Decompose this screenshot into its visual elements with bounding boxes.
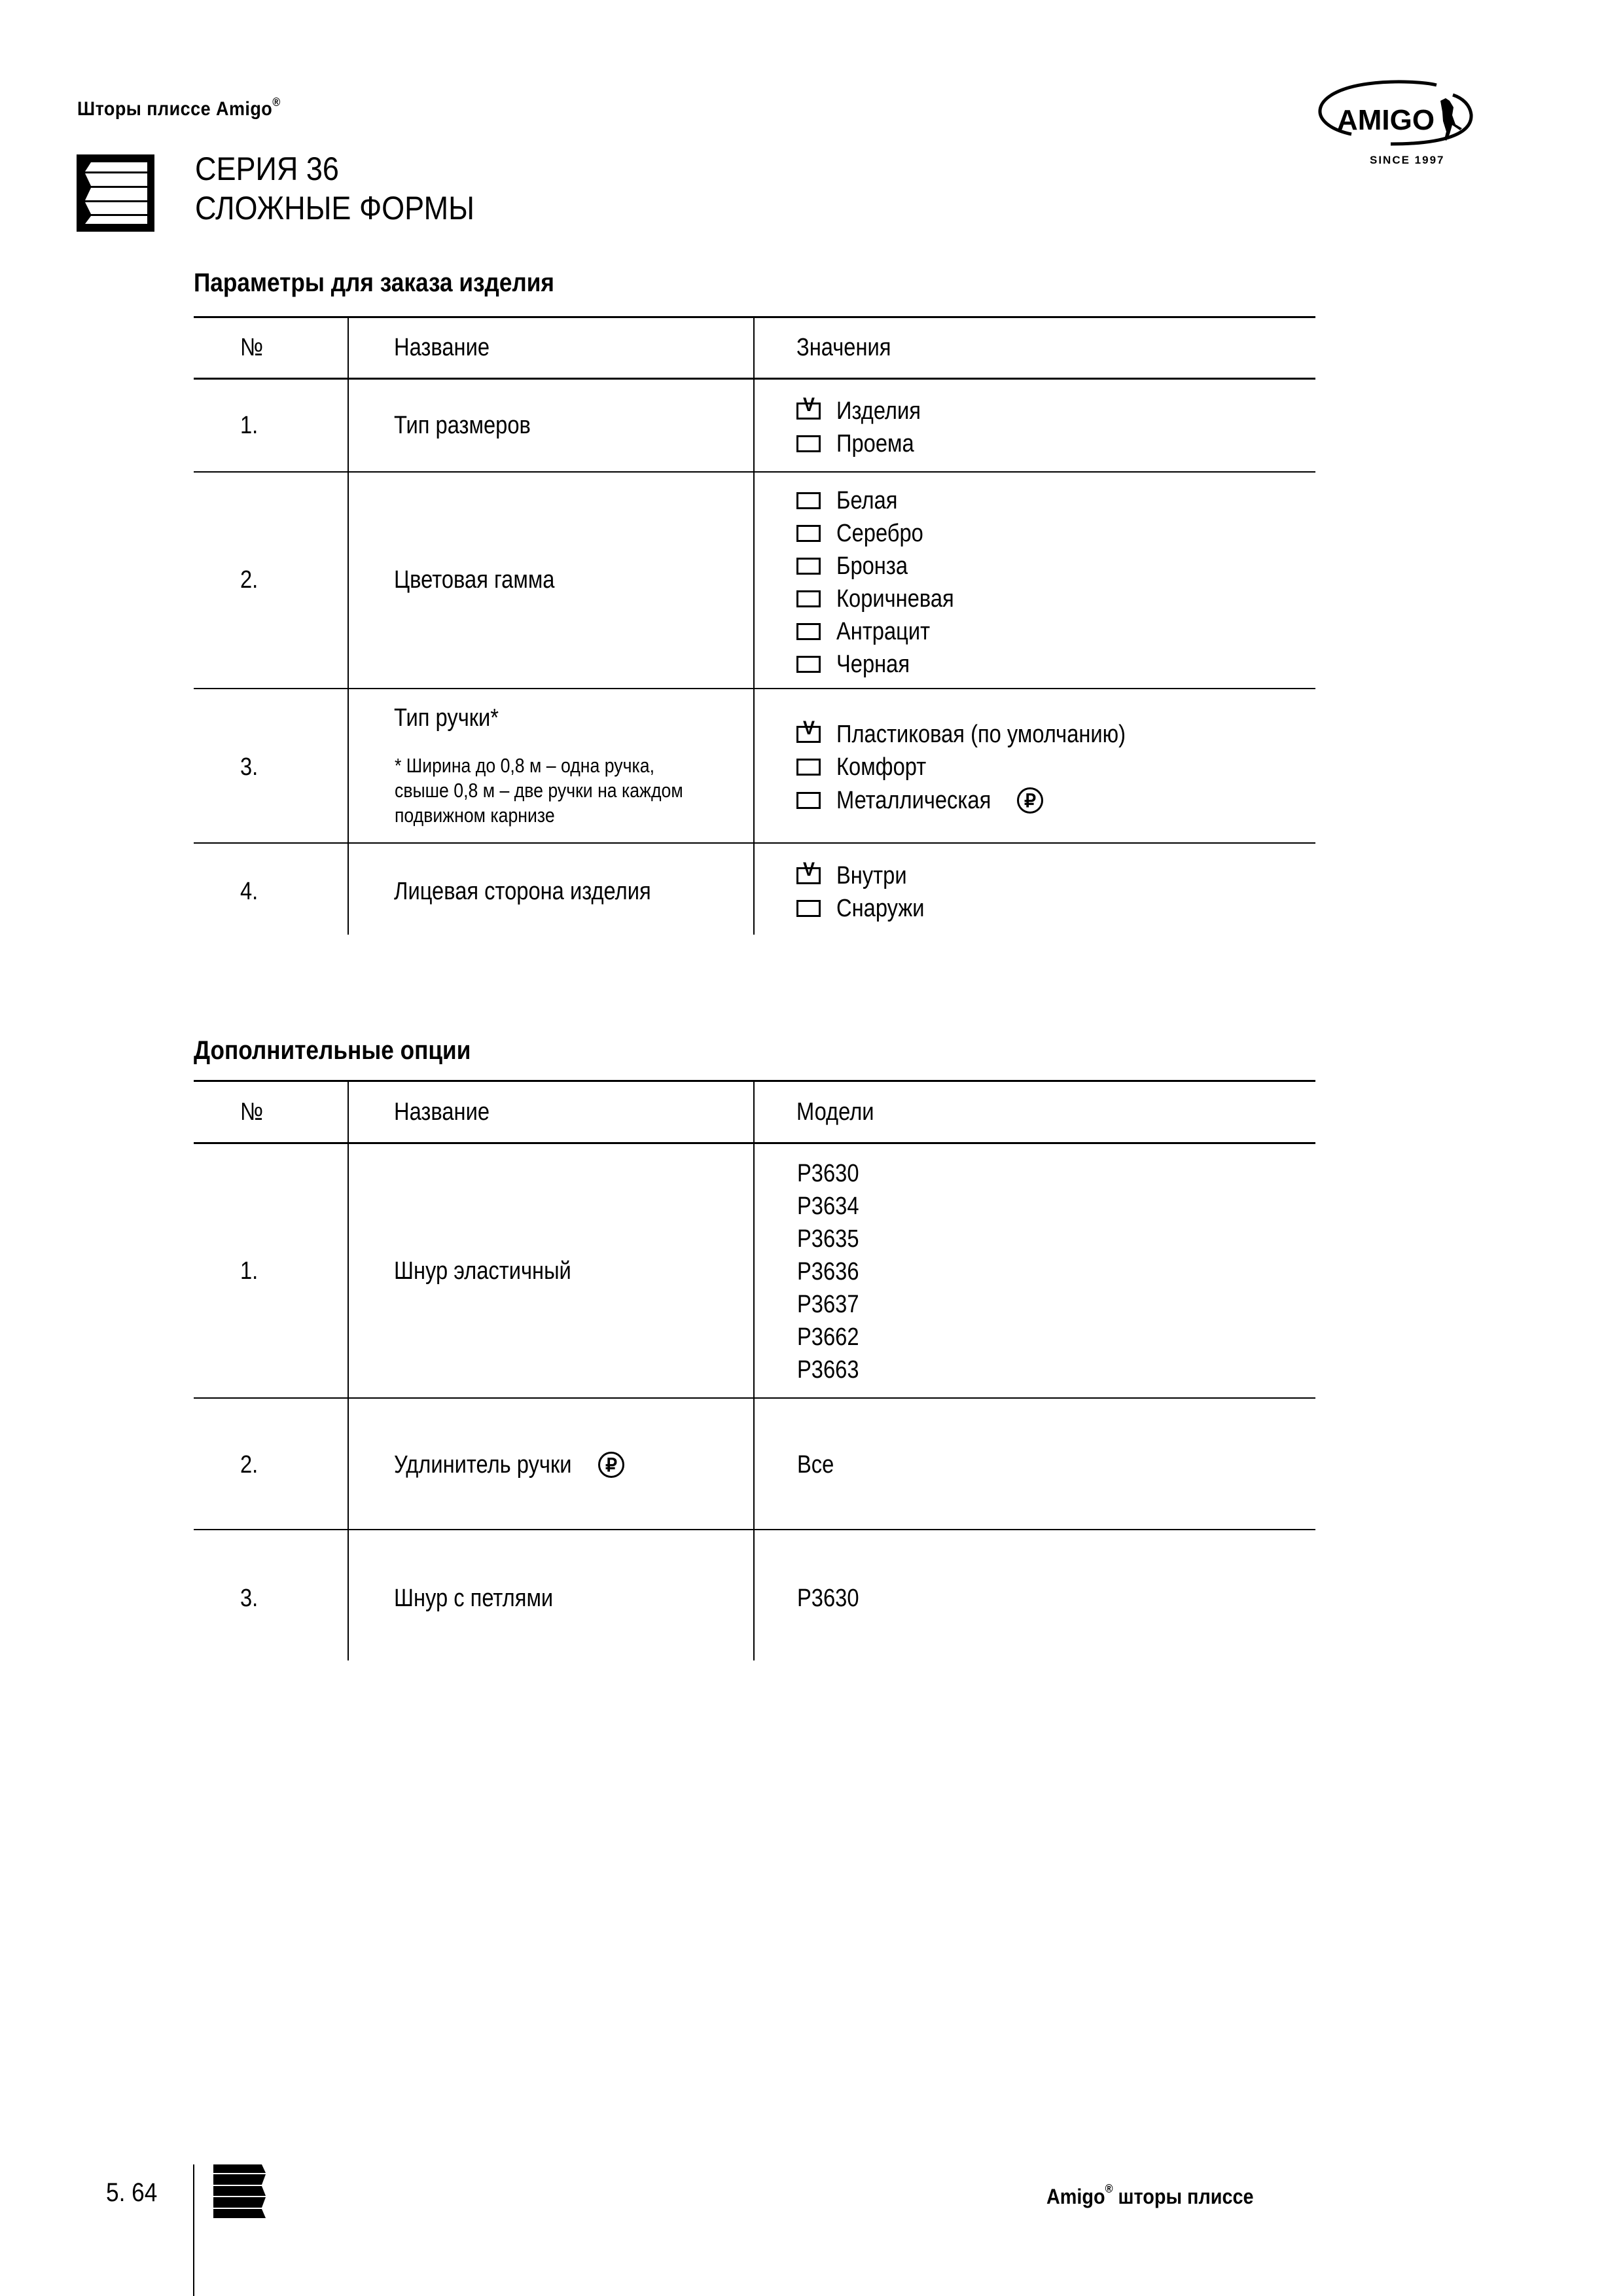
checkbox[interactable] (796, 525, 821, 542)
option-label: Пластиковая (по умолчанию) (836, 721, 1126, 748)
amigo-logo (1312, 79, 1476, 170)
table-rule (194, 1397, 1315, 1399)
column-header-models: Модели (796, 1098, 874, 1126)
option-bronza[interactable] (796, 550, 919, 583)
running-title-text: Шторы плиссе Amigo (77, 98, 273, 120)
checkbox[interactable] (796, 435, 821, 452)
table-rule (194, 688, 1315, 689)
options-section-title: Дополнительные опции (194, 1036, 471, 1065)
option-belaya[interactable] (796, 484, 908, 517)
option-plastikovaya[interactable] (796, 718, 1173, 751)
column-divider (348, 317, 349, 935)
column-divider (348, 1081, 349, 1660)
model-code: P3635 (797, 1225, 859, 1253)
ruble-circle-icon: ₽ (598, 1452, 624, 1478)
option-label: Антрацит (836, 618, 931, 645)
option-label: Комфорт (836, 753, 927, 781)
row-number: 1. (240, 412, 259, 439)
checkbox[interactable] (796, 623, 821, 640)
footer-brand-text: шторы плиссе (1113, 2185, 1254, 2208)
check-mark-icon: V (803, 859, 815, 880)
column-divider (753, 317, 755, 935)
option-korichnevaya[interactable] (796, 583, 973, 615)
model-code: Все (797, 1451, 834, 1479)
option-komfort[interactable] (796, 751, 941, 783)
params-section-title: Параметры для заказа изделия (194, 268, 554, 297)
row-name: Шнур эластичный (394, 1257, 571, 1285)
option-label: Серебро (836, 520, 923, 547)
column-header-name: Название (394, 334, 490, 361)
checkbox[interactable] (796, 590, 821, 607)
table-rule (194, 378, 1315, 380)
table-rule (194, 471, 1315, 473)
option-label: Снаружи (836, 895, 925, 922)
row-name: Цветовая гамма (394, 566, 555, 594)
table-rule (194, 1529, 1315, 1530)
row-number: 4. (240, 878, 259, 905)
row-name: Тип размеров (394, 412, 531, 439)
column-header-values: Значения (796, 334, 891, 361)
row-number: 1. (240, 1257, 259, 1285)
option-metallicheskaya[interactable] (796, 784, 1016, 817)
registered-mark: ® (272, 96, 281, 109)
column-header-number: № (240, 334, 264, 361)
option-snaruzhi[interactable] (796, 892, 938, 925)
column-header-name: Название (394, 1098, 490, 1126)
pleated-blind-icon (77, 154, 154, 232)
option-label: Коричневая (836, 585, 954, 613)
row-number: 3. (240, 1585, 259, 1612)
row-number: 2. (240, 566, 259, 594)
option-label: Белая (836, 487, 898, 514)
row-number: 2. (240, 1451, 259, 1479)
option-label: Изделия (836, 397, 921, 425)
checkbox[interactable] (796, 558, 821, 575)
column-header-number: № (240, 1098, 264, 1126)
option-label: Черная (836, 651, 910, 678)
footer-divider (193, 2164, 194, 2296)
row-name: Тип ручки* (394, 704, 499, 732)
table-rule (194, 1142, 1315, 1144)
pleated-blind-icon (213, 2164, 267, 2218)
model-code: P3637 (797, 1291, 859, 1318)
check-mark-icon: V (803, 717, 815, 739)
checkbox[interactable] (796, 792, 821, 809)
checkbox[interactable] (796, 759, 821, 776)
option-chernaya[interactable] (796, 648, 921, 681)
table-rule (194, 316, 1315, 318)
checkbox-checked[interactable] (796, 859, 821, 884)
option-antracit[interactable] (796, 615, 945, 648)
row-number: 3. (240, 753, 259, 781)
option-label: Внутри (836, 862, 907, 889)
page-number: 5. 64 (106, 2178, 158, 2207)
checkbox[interactable] (796, 492, 821, 509)
model-code: P3662 (797, 1323, 859, 1351)
row-name: Шнур с петлями (394, 1585, 554, 1612)
footnote-line: свыше 0,8 м – две ручки на каждом (395, 779, 683, 802)
row-name: Лицевая сторона изделия (394, 878, 651, 905)
checkbox[interactable] (796, 900, 821, 917)
model-code: P3634 (797, 1193, 859, 1220)
check-mark-icon: V (803, 394, 815, 416)
checkbox[interactable] (796, 656, 821, 673)
series-title: СЕРИЯ 36 (195, 151, 339, 187)
option-proema[interactable] (796, 427, 927, 460)
model-code: P3636 (797, 1258, 859, 1285)
option-serebro[interactable] (796, 517, 937, 550)
option-label: Бронза (836, 552, 908, 580)
series-subtitle: СЛОЖНЫЕ ФОРМЫ (195, 190, 475, 226)
footnote-line: подвижном карнизе (395, 804, 555, 827)
footer-brand-name: Amigo (1046, 2185, 1105, 2208)
footnote-line: * Ширина до 0,8 м – одна ручка, (395, 754, 654, 777)
checkbox-checked[interactable] (796, 394, 821, 420)
option-label: Проема (836, 430, 914, 457)
column-divider (753, 1081, 755, 1660)
registered-mark: ® (1105, 2182, 1113, 2195)
ruble-circle-icon: ₽ (1017, 787, 1043, 814)
footer-brand (1046, 2182, 1254, 2209)
table-rule (194, 1080, 1315, 1082)
model-code: P3630 (797, 1160, 859, 1187)
option-izdeliya[interactable] (796, 395, 935, 427)
model-code: P3663 (797, 1356, 859, 1384)
table-rule (194, 842, 1315, 844)
option-vnutri[interactable] (796, 859, 918, 892)
logo-tagline: SINCE 1997 (1370, 154, 1445, 166)
checkbox-checked[interactable] (796, 717, 821, 743)
running-title (77, 98, 281, 120)
model-code: P3630 (797, 1585, 859, 1612)
row-name: Удлинитель ручки (394, 1451, 572, 1479)
option-label: Металлическая (836, 787, 991, 814)
logo-wordmark: AMIGO (1337, 104, 1435, 136)
